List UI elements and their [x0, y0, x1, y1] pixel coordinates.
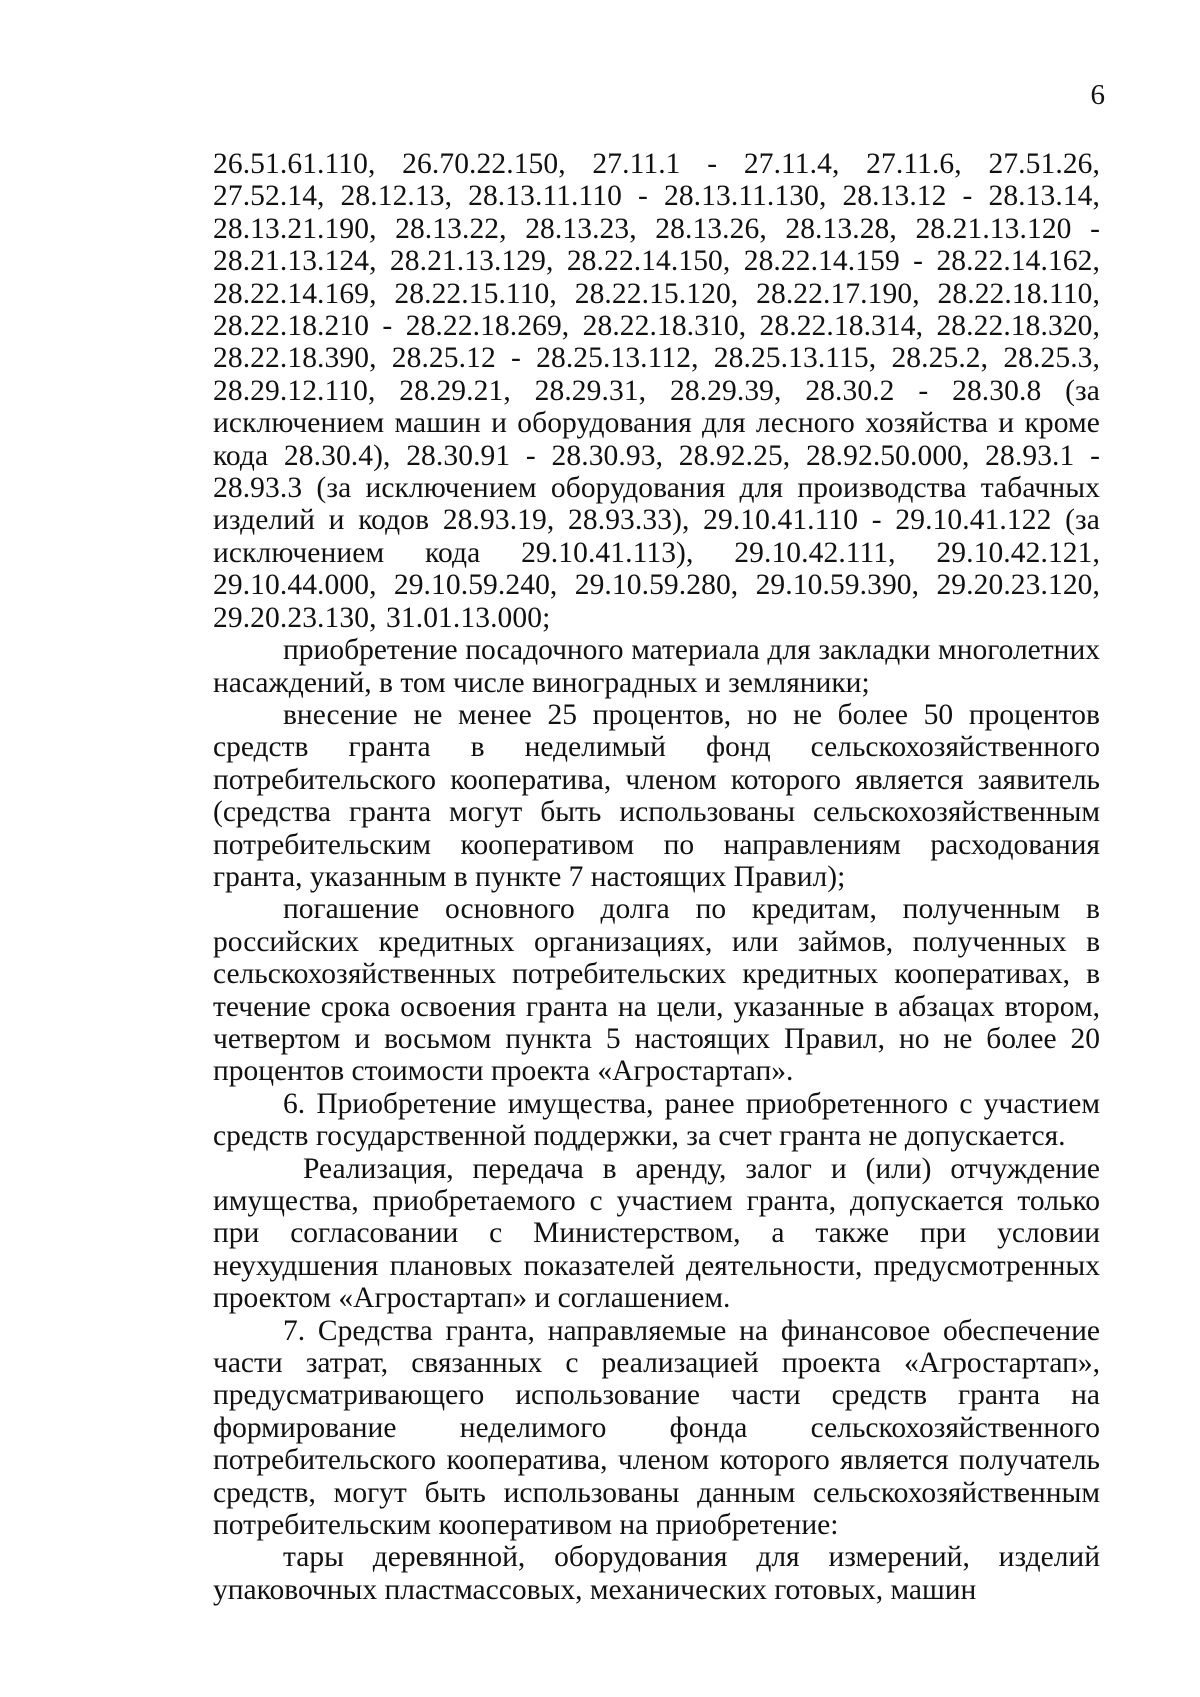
paragraph-section-7: 7. Средства гранта, направляемые на финансовое обеспечение части затрат, связанных с реализацией проекта «Агростартап», предусматривающего использование части средств гранта на формирование неделимого фонда сельскохозяйственного потребительского кооператива, членом которого является получатель средств, могут быть использованы данным сельскохозяйственным потребительским кооперативом на приобретение: — [213, 1314, 1100, 1542]
paragraph-indivisible-fund: внесение не менее 25 процентов, но не более 50 процентов средств гранта в неделимый фонд сельскохозяйственного потребительского кооператива, членом которого является заявитель (средства гранта могут быть использованы сельскохозяйственным потребительским кооперативом по направлениям расходования гранта, указанным в пункте 7 настоящих Правил); — [213, 698, 1100, 893]
paragraph-planting-material: приобретение посадочного материала для закладки многолетних насаждений, в том числе виноградных и земляники; — [213, 634, 1100, 699]
paragraph-section-6: 6. Приобретение имущества, ранее приобретенного с участием средств государственной поддержки, за счет гранта не допускается. — [213, 1087, 1100, 1153]
paragraph-loan-repayment: погашение основного долга по кредитам, полученным в российских кредитных организациях, или займов, полученных в сельскохозяйственных потребительских кредитных кооперативах, в течение срока освоения гранта на цели, указанные в абзацах втором, четвертом и восьмом пункта 5 настоящих Правил, но не более 20 процентов стоимости проекта «Агростартап». — [213, 893, 1100, 1088]
page-number: 6 — [1090, 79, 1105, 111]
paragraph-containers-equipment: тары деревянной, оборудования для измерений, изделий упаковочных пластмассовых, механических готовых, машин — [213, 1541, 1100, 1606]
paragraph-property-disposal: Реализация, передача в аренду, залог и (или) отчуждение имущества, приобретаемого с участием гранта, допускается только при согласовании с Министерством, а также при условии неухудшения плановых показателей деятельности, предусмотренных проектом «Агростартап» и соглашением. — [213, 1152, 1100, 1315]
paragraph-okpd-codes: 26.51.61.110, 26.70.22.150, 27.11.1 - 27.11.4, 27.11.6, 27.51.26, 27.52.14, 28.12.13, 28.13.11.110 - 28.13.11.130, 28.13.12 - 28.13.14, 28.13.21.190, 28.13.22, 28.13.23, 28.13.26, 28.13.28, 28.21.13.120 - 28.21.13.124, 28.21.13.129, 28.22.14.150, 28.22.14.159 - 28.22.14.162, 28.22.14.169, 28.22.15.110, 28.22.15.120, 28.22.17.190, 28.22.18.110, 28.22.18.210 - 28.22.18.269, 28.22.18.310, 28.22.18.314, 28.22.18.320, 28.22.18.390, 28.25.12 - 28.25.13.112, 28.25.13.115, 28.25.2, 28.25.3, 28.29.12.110, 28.29.21, 28.29.31, 28.29.39, 28.30.2 - 28.30.8 (за исключением машин и оборудования для лесного хозяйства и кроме кода 28.30.4), 28.30.91 - 28.30.93, 28.92.25, 28.92.50.000, 28.93.1 - 28.93.3 (за исключением оборудования для производства табачных изделий и кодов 28.93.19, 28.93.33), 29.10.41.110 - 29.10.41.122 (за исключением кода 29.10.41.113), 29.10.42.111, 29.10.42.121, 29.10.44.000, 29.10.59.240, 29.10.59.280, 29.10.59.390, 29.20.23.120, 29.20.23.130, 31.01.13.000; — [213, 148, 1100, 634]
document-body — [213, 148, 1100, 1606]
